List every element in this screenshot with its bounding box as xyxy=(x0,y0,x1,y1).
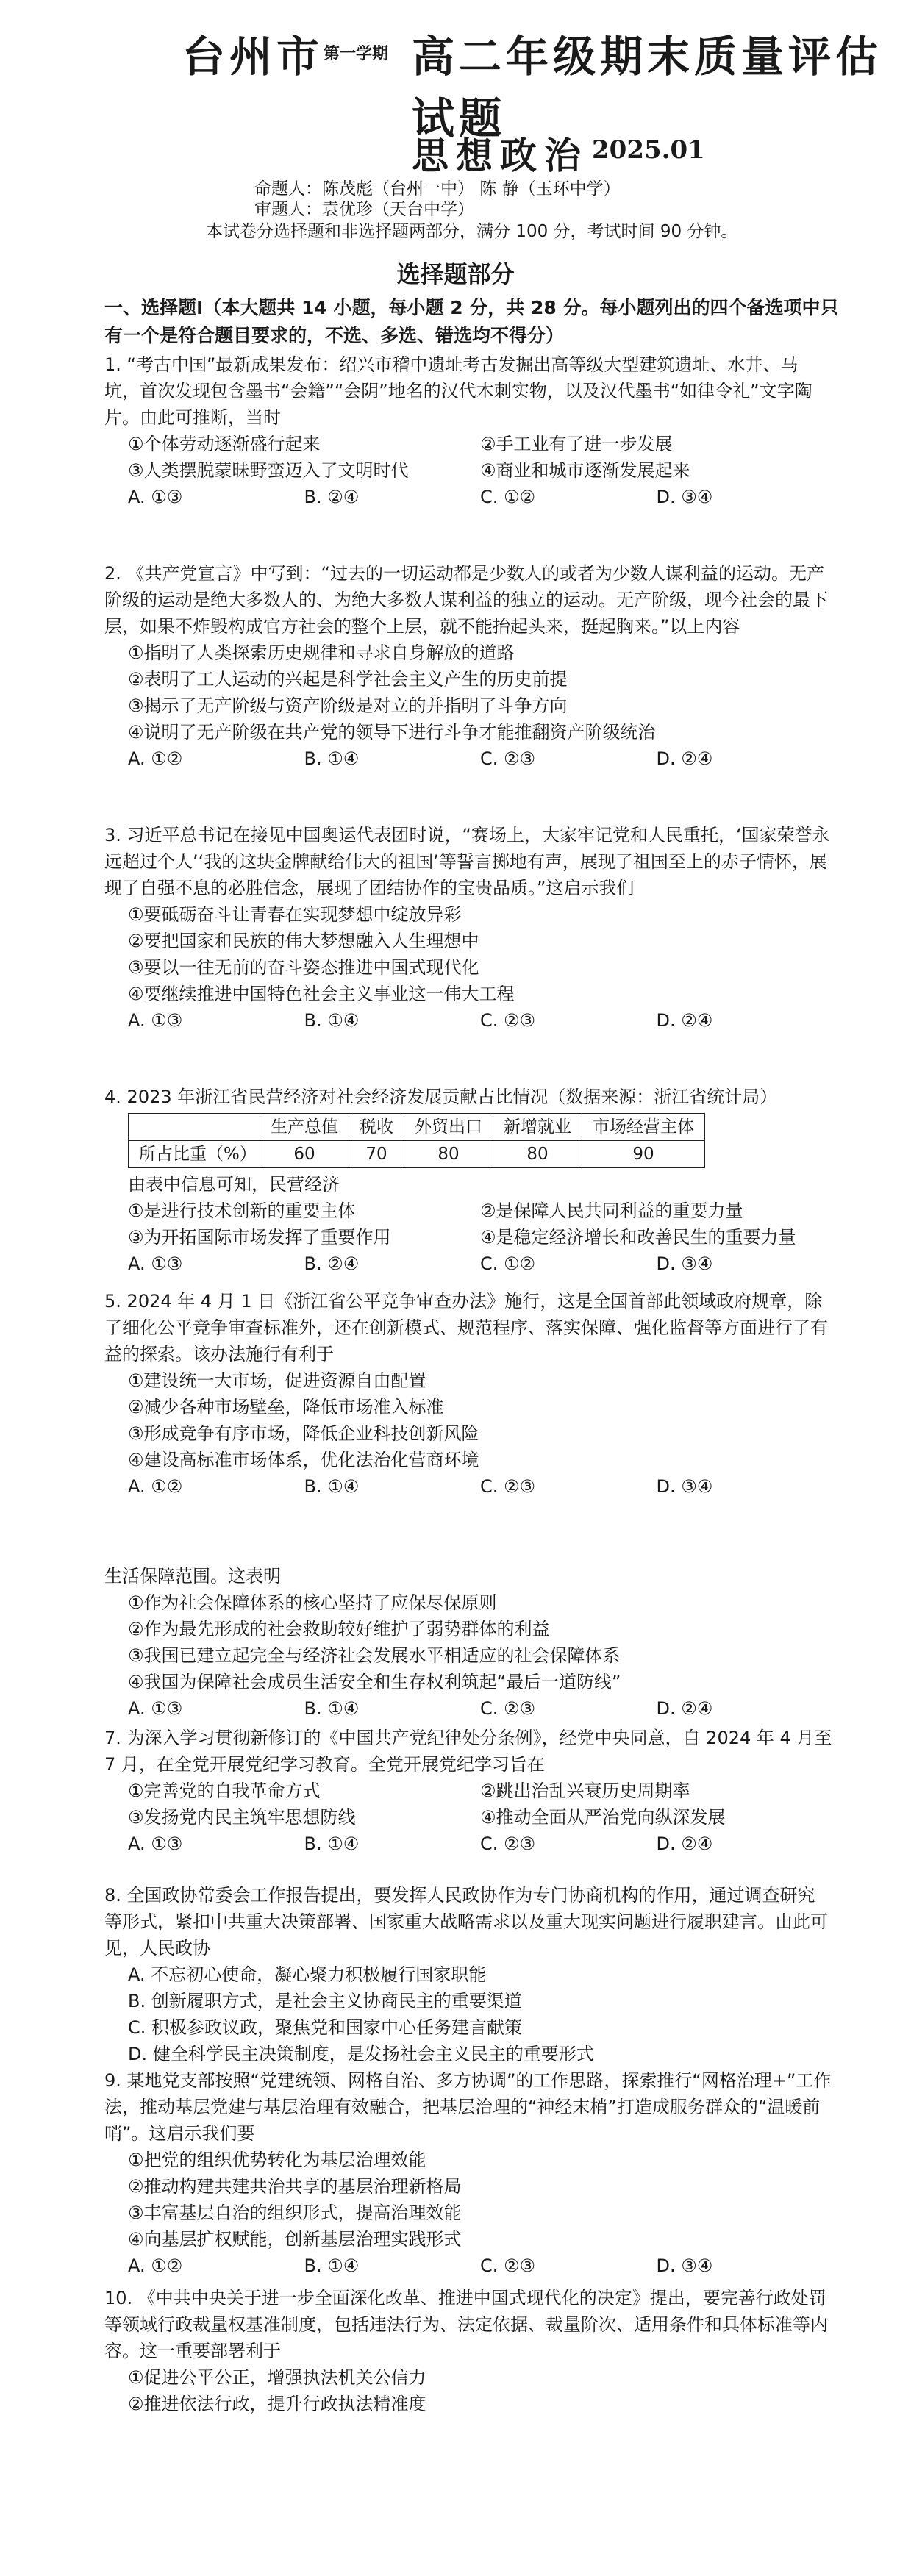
statement: ③形成竞争有序市场，降低企业科技创新风险 xyxy=(128,1423,479,1444)
question-4 xyxy=(104,1084,832,1277)
exam-note: 本试卷分选择题和非选择题两部分，满分 100 分，考试时间 90 分钟。 xyxy=(206,222,738,241)
statement-list xyxy=(104,1367,832,1473)
choice-a: A. 不忘初心使命，凝心聚力积极履行国家职能 xyxy=(128,1964,487,1985)
choice-c: C. ②③ xyxy=(480,1476,536,1497)
choice-a: A. ①② xyxy=(128,2255,183,2276)
choice-list xyxy=(104,1007,832,1034)
choice-d: D. ③④ xyxy=(656,487,713,507)
economy-table xyxy=(128,1113,705,1168)
question-1 xyxy=(104,351,832,510)
exam-title: 高二年级期末质量评估试题 xyxy=(412,32,883,143)
statement-list xyxy=(104,431,832,484)
question-9 xyxy=(104,2067,832,2279)
statement: ②表明了工人运动的兴起是科学社会主义产生的历史前提 xyxy=(128,669,568,690)
table-header-cell: 生产总值 xyxy=(260,1114,349,1141)
choice-d: D. ③④ xyxy=(656,1253,713,1274)
choice-b: B. ①④ xyxy=(304,1476,360,1497)
statement: ③我国已建立起完全与经济社会发展水平相适应的社会保障体系 xyxy=(128,1645,621,1666)
question-8 xyxy=(104,1882,832,2067)
choice-list xyxy=(104,1251,832,1277)
question-stem: 7. 为深入学习贯彻新修订的《中国共产党纪律处分条例》，经党中央同意，自 2024 年 4 月至 7 月，在全党开展党纪学习教育。全党开展党纪学习旨在 xyxy=(104,1728,832,1775)
statement: ①建设统一大市场，促进资源自由配置 xyxy=(128,1370,426,1391)
choice-a: A. ①③ xyxy=(128,1253,183,1274)
statement: ④我国为保障社会成员生活安全和生存权利筑起“最后一道防线” xyxy=(128,1672,621,1692)
question-3 xyxy=(104,822,832,1034)
statement: ②是保障人民共同利益的重要力量 xyxy=(480,1201,743,1221)
statement-list xyxy=(104,901,832,1007)
question-stem: 8. 全国政协常委会工作报告提出，要发挥人民政协作为专门协商机构的作用，通过调查研究等形式，紧扣中共重大决策部署、国家重大战略需求以及重大现实问题进行履职建言。由此可见，人民政协 xyxy=(104,1885,828,1958)
choice-c: C. ①② xyxy=(480,1253,536,1274)
statement: ④建设高标准市场体系，优化法治化营商环境 xyxy=(128,1450,479,1470)
choice-c: C. ②③ xyxy=(480,1833,536,1854)
statement: ③发扬党内民主筑牢思想防线 xyxy=(128,1807,356,1828)
statement: ③为开拓国际市场发挥了重要作用 xyxy=(128,1227,391,1248)
statement: ①要砥砺奋斗让青春在实现梦想中绽放异彩 xyxy=(128,904,462,925)
question-stem: 5. 2024 年 4 月 1 日《浙江省公平竞争审查办法》施行，这是全国首部此领域政府规章，除了细化公平竞争审查标准外，还在创新模式、规范程序、落实保障、强化监督等方面进行了有益的探索。该办法施行有利于 xyxy=(104,1291,828,1364)
statement: ①是进行技术创新的重要主体 xyxy=(128,1201,356,1221)
question-5 xyxy=(104,1288,832,1500)
choice-c: C. ①② xyxy=(480,487,536,507)
statement: ③丰富基层自治的组织形式，提高治理效能 xyxy=(128,2203,462,2223)
choice-a: A. ①② xyxy=(128,1476,183,1497)
statement: ②作为最先形成的社会救助较好维护了弱势群体的利益 xyxy=(128,1619,550,1639)
statement: ①完善党的自我革命方式 xyxy=(128,1781,321,1801)
table-cell: 80 xyxy=(404,1141,493,1168)
statement: ①作为社会保障体系的核心坚持了应保尽保原则 xyxy=(128,1592,497,1613)
choice-list xyxy=(104,484,832,510)
statement-list xyxy=(104,1589,832,1695)
choice-b: B. ①④ xyxy=(304,1698,360,1719)
statement: ②手工业有了进一步发展 xyxy=(480,434,673,454)
table-header-row xyxy=(129,1114,705,1141)
choice-list xyxy=(104,1831,832,1857)
table-cell: 90 xyxy=(582,1141,705,1168)
choice-c: C. ②③ xyxy=(480,2255,536,2276)
choice-d: D. 健全科学民主决策制度，是发扬社会主义民主的重要形式 xyxy=(128,2044,594,2064)
exam-title-line xyxy=(0,0,911,143)
city-name: 台州市 xyxy=(182,32,324,82)
choice-d: D. ③④ xyxy=(656,2255,713,2276)
question-stem: 9. 某地党支部按照“党建统领、网格自治、多方协调”的工作思路，探索推行“网格治理+”工作法，推动基层党建与基层治理有效融合，把基层治理的“神经末梢”打造成服务群众的“温暖前哨”。这启示我们要 xyxy=(104,2070,832,2144)
choice-d: D. ②④ xyxy=(656,748,713,769)
statement: ④说明了无产阶级在共产党的领导下进行斗争才能推翻资产阶级统治 xyxy=(128,722,656,743)
semester-label: 第一学期 xyxy=(324,44,389,63)
question-tail: 生活保障范围。这表明 xyxy=(104,1566,281,1586)
statement: ①个体劳动逐渐盛行起来 xyxy=(128,434,321,454)
question-stem: 1. “考古中国”最新成果发布：绍兴市稽中遗址考古发掘出高等级大型建筑遗址、水井、马坑，首次发现包含墨书“会籍”“会阴”地名的汉代木刺实物，以及汉代墨书“如律令礼”文字陶片。由此可推断，当时 xyxy=(104,354,812,428)
statement-list xyxy=(104,2147,832,2253)
table-cell: 60 xyxy=(260,1141,349,1168)
authors-line: 命题人：陈茂彪（台州一中） 陈 静（玉环中学） xyxy=(254,179,621,198)
choice-list xyxy=(104,1473,832,1500)
choice-c: C. ②③ xyxy=(480,1698,536,1719)
section-title: 选择题部分 xyxy=(396,260,515,288)
statement: ①促进公平公正，增强执法机关公信力 xyxy=(128,2367,426,2388)
choice-c: C. ②③ xyxy=(480,1010,536,1031)
choice-list xyxy=(104,1961,832,2067)
choice-b: B. ①④ xyxy=(304,748,360,769)
statement: ③人类摆脱蒙昧野蛮迈入了文明时代 xyxy=(128,460,409,481)
table-row xyxy=(129,1141,705,1168)
statement: ④要继续推进中国特色社会主义事业这一伟大工程 xyxy=(128,984,515,1004)
question-10 xyxy=(104,2285,832,2417)
choice-d: D. ②④ xyxy=(656,1833,713,1854)
question-stem: 4. 2023 年浙江省民营经济对社会经济发展贡献占比情况（数据来源：浙江省统计局） xyxy=(104,1087,778,1107)
statement: ②推进依法行政，提升行政执法精准度 xyxy=(128,2394,426,2414)
choice-c: C. ②③ xyxy=(480,748,536,769)
question-2 xyxy=(104,560,832,772)
choice-a: A. ①③ xyxy=(128,1833,183,1854)
choice-a: A. ①③ xyxy=(128,1698,183,1719)
question-lead: 由表中信息可知，民营经济 xyxy=(128,1174,340,1195)
choice-c: C. 积极参政议政，聚焦党和国家中心任务建言献策 xyxy=(128,2017,523,2038)
choice-b: B. ①④ xyxy=(304,2255,360,2276)
subject-title: 思想政治 xyxy=(412,134,588,177)
choice-a: A. ①③ xyxy=(128,1010,183,1031)
choice-d: D. ②④ xyxy=(656,1698,713,1719)
choice-list xyxy=(104,745,832,772)
choice-d: D. ②④ xyxy=(656,1010,713,1031)
question-stem: 3. 习近平总书记在接见中国奥运代表团时说，“赛场上，大家牢记党和人民重托，‘国家荣誉永远超过个人’‘我的这块金牌献给伟大的祖国’等誓言掷地有声，展现了祖国至上的赤子情怀，展现了自强不息的必胜信念，展现了团结协作的宝贵品质。”这启示我们 xyxy=(104,825,830,898)
statement: ④推动全面从严治党向纵深发展 xyxy=(480,1807,726,1828)
exam-date: 2025.01 xyxy=(592,135,705,165)
table-header-cell: 外贸出口 xyxy=(404,1114,493,1141)
choice-b: B. ①④ xyxy=(304,1833,360,1854)
statement: ②要把国家和民族的伟大梦想融入人生理想中 xyxy=(128,931,479,951)
section-instructions: 一、选择题Ⅰ（本大题共 14 小题，每小题 2 分，共 28 分。每小题列出的四个备选项中只有一个是符合题目要求的，不选、多选、错选均不得分） xyxy=(104,297,839,346)
question-6-continuation xyxy=(104,1563,832,1722)
table-header-cell: 新增就业 xyxy=(493,1114,582,1141)
statement: ①指明了人类探索历史规律和寻求自身解放的道路 xyxy=(128,643,515,663)
table-cell: 80 xyxy=(493,1141,582,1168)
table-cell: 所占比重（%） xyxy=(129,1141,260,1168)
statement: ②减少各种市场壁垒，降低市场准入标准 xyxy=(128,1397,444,1417)
choice-b: B. ②④ xyxy=(304,487,360,507)
statement: ④商业和城市逐渐发展起来 xyxy=(480,460,690,481)
table-header-cell: 税收 xyxy=(349,1114,404,1141)
choice-a: A. ①③ xyxy=(128,487,183,507)
reviewer-line: 审题人：袁优珍（天台中学） xyxy=(254,200,474,219)
statement: ②推动构建共建共治共享的基层治理新格局 xyxy=(128,2176,462,2197)
question-7 xyxy=(104,1725,832,1857)
table-cell: 70 xyxy=(349,1141,404,1168)
choice-d: D. ③④ xyxy=(656,1476,713,1497)
statement: ④是稳定经济增长和改善民生的重要力量 xyxy=(480,1227,796,1248)
choice-b: B. ①④ xyxy=(304,1010,360,1031)
statement: ③揭示了无产阶级与资产阶级是对立的并指明了斗争方向 xyxy=(128,695,568,716)
choice-b: B. 创新履职方式，是社会主义协商民主的重要渠道 xyxy=(128,1991,522,2011)
statement: ③要以一往无前的奋斗姿态推进中国式现代化 xyxy=(128,957,479,978)
statement: ①把党的组织优势转化为基层治理效能 xyxy=(128,2150,426,2170)
choice-b: B. ②④ xyxy=(304,1253,360,1274)
choice-list xyxy=(104,1695,832,1722)
choice-a: A. ①② xyxy=(128,748,183,769)
statement-list xyxy=(104,1778,832,1831)
statement-list xyxy=(104,640,832,745)
statement-list xyxy=(104,2364,832,2417)
question-stem: 10. 《中共中央关于进一步全面深化改革、推进中国式现代化的决定》提出，要完善行政处罚等领域行政裁量权基准制度，包括违法行为、法定依据、裁量阶次、适用条件和具体标准等内容。这一重要部署利于 xyxy=(104,2288,828,2361)
table-header-cell: 市场经营主体 xyxy=(582,1114,705,1141)
statement: ②跳出治乱兴衰历史周期率 xyxy=(480,1781,690,1801)
question-stem: 2. 《共产党宣言》中写到：“过去的一切运动都是少数人的或者为少数人谋利益的运动。无产阶级的运动是绝大多数人的、为绝大多数人谋利益的独立的运动。无产阶级，现今社会的最下层，如果不炸毁构成官方社会的整个上层，就不能抬起头来，挺起胸来。”以上内容 xyxy=(104,563,828,637)
statement: ④向基层扩权赋能，创新基层治理实践形式 xyxy=(128,2229,462,2250)
choice-list xyxy=(104,2253,832,2279)
table-header-cell xyxy=(129,1114,260,1141)
statement-list xyxy=(104,1198,832,1251)
